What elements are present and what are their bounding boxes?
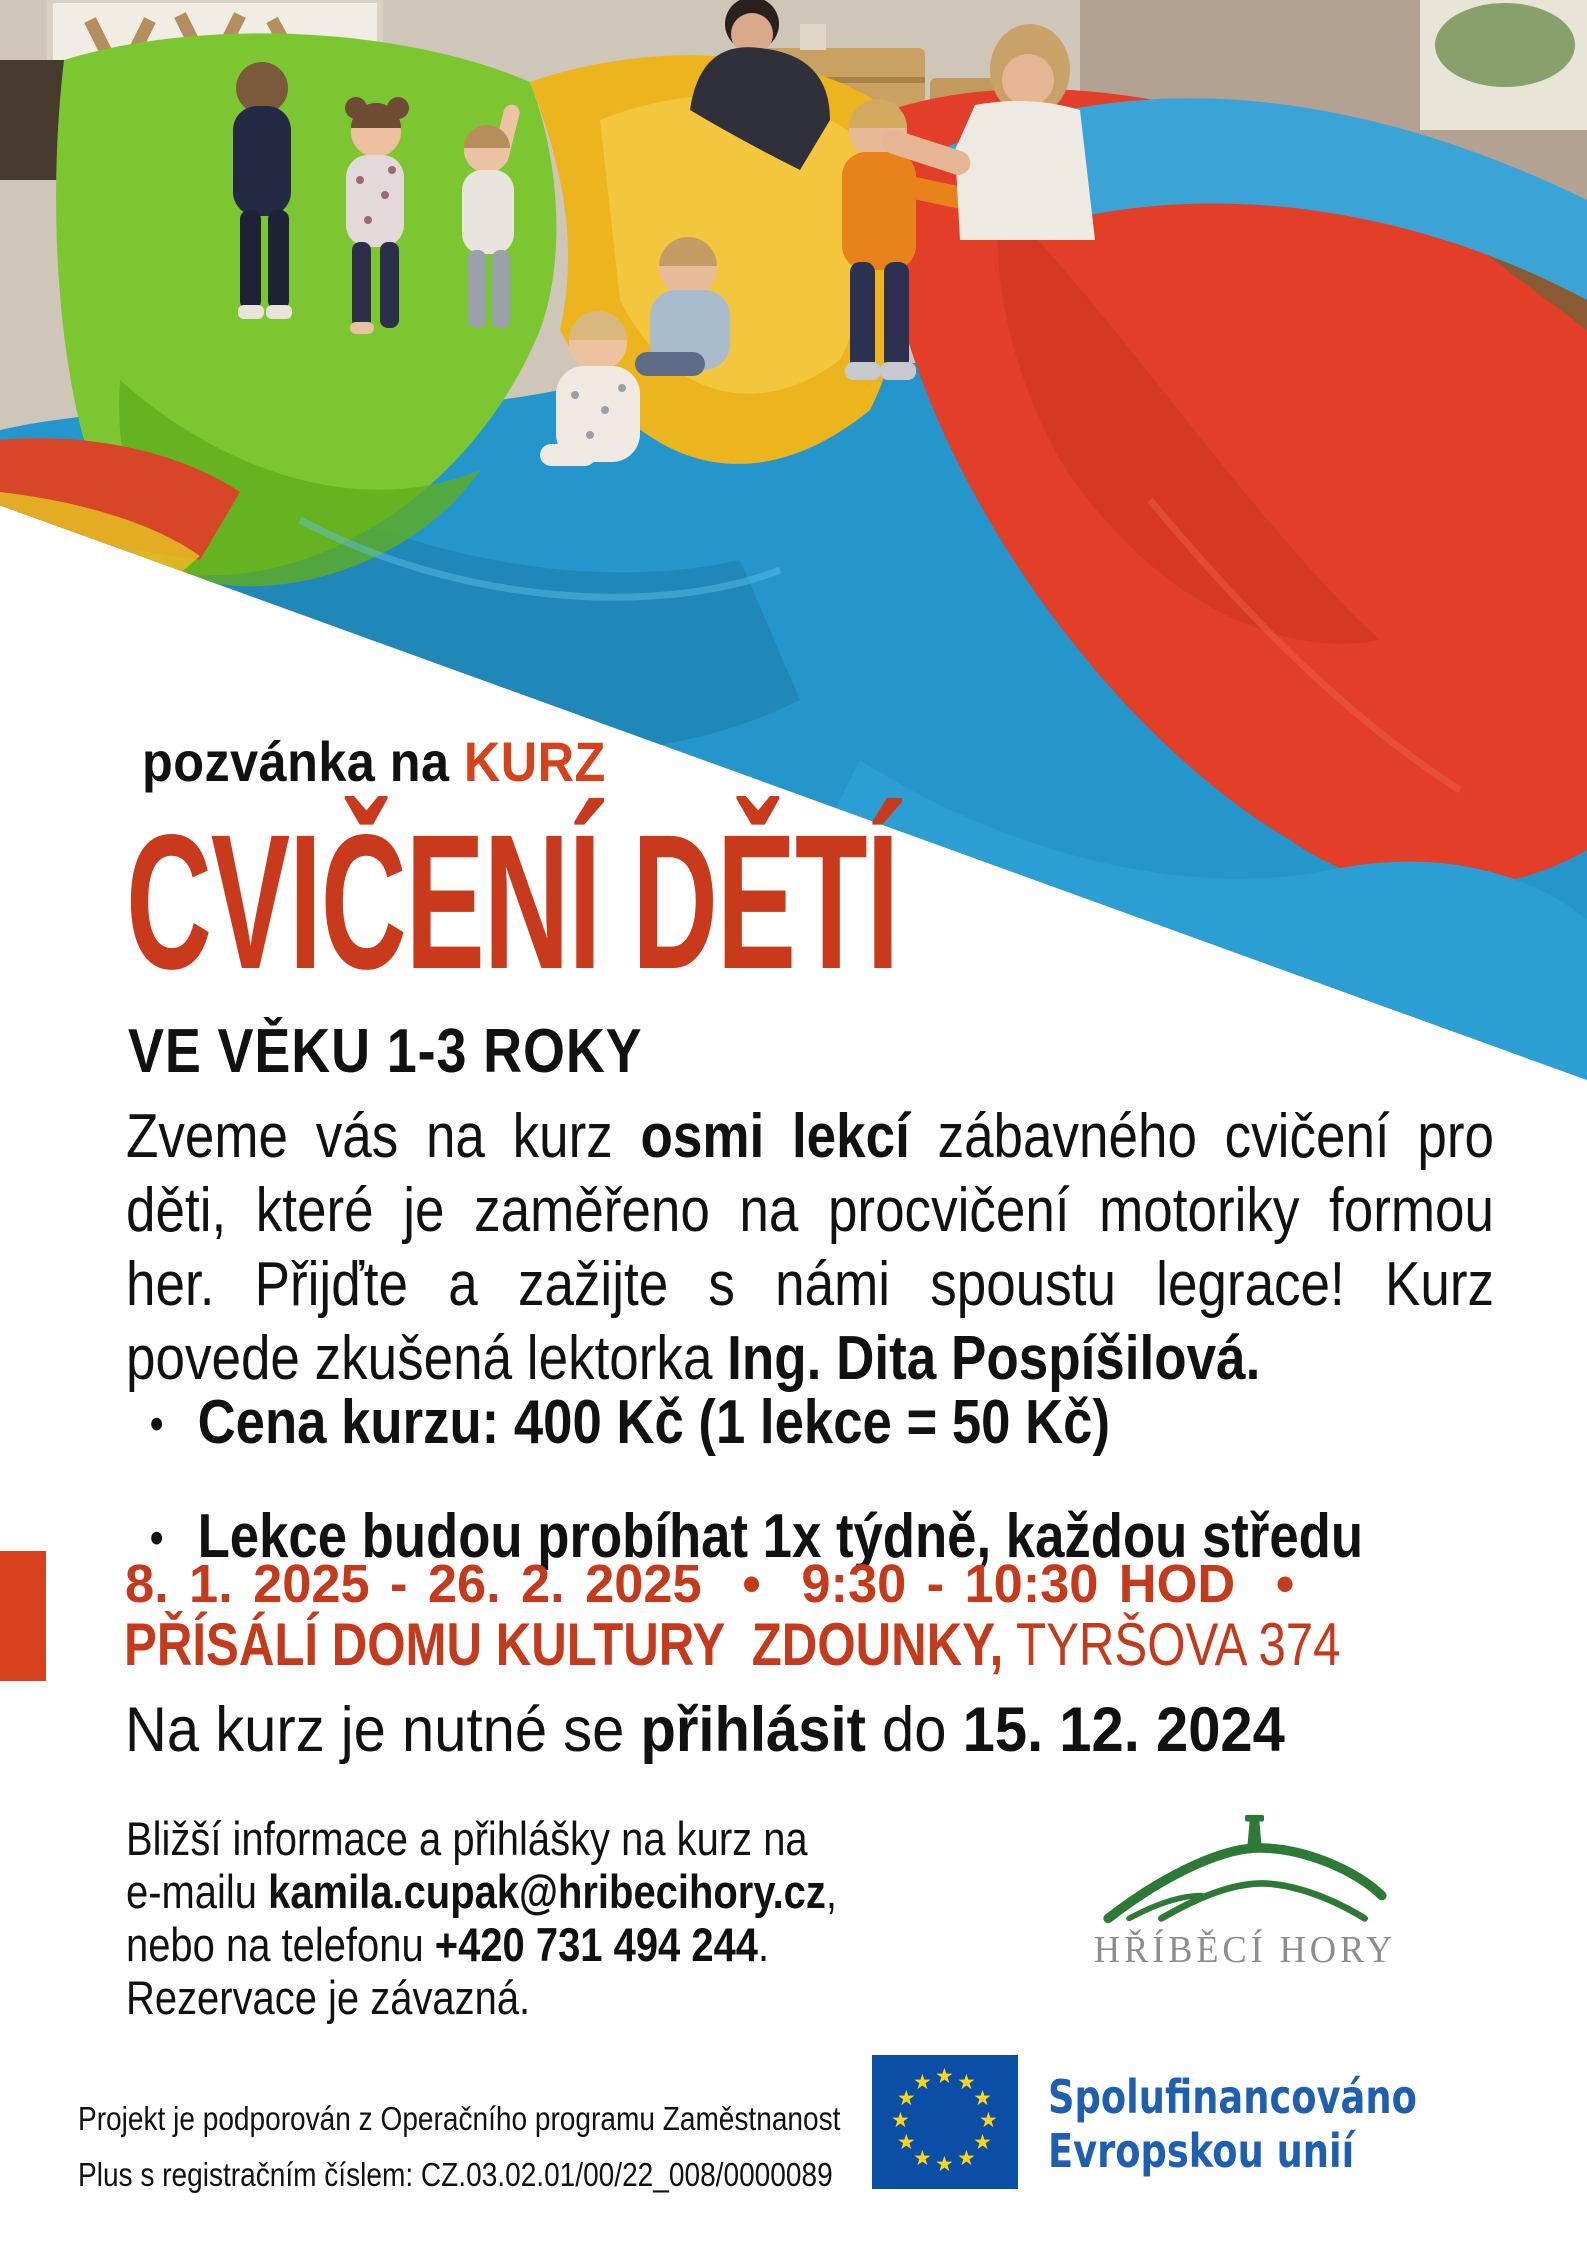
footer-line1: Projekt je podporován z Operačního programu Zaměstnanost	[78, 2100, 841, 2137]
text-line: děti, které je zaměřeno na procvičení motoriky formou	[126, 1176, 1494, 1245]
schedule-place-bold: PŘÍSÁLÍ DOMU KULTURY ZDOUNKY,	[124, 1611, 1004, 1678]
eu-star-icon: ★	[979, 2109, 998, 2132]
eu-star-icon: ★	[913, 2070, 932, 2094]
eu-star-icon: ★	[891, 2109, 910, 2132]
eu-star-icon: ★	[957, 2147, 976, 2171]
logo-text: HŘÍBĚCÍ HORY	[1093, 1929, 1397, 1971]
text-line: nebo na telefonu +420 731 494 244.	[126, 1918, 770, 1971]
text-line: Bližší informace a přihlášky na kurz na	[126, 1812, 808, 1865]
eu-star-icon: ★	[935, 2153, 954, 2176]
schedule-place-street: TYRŠOVA 374	[1003, 1611, 1341, 1678]
eu-flag	[872, 2055, 1018, 2189]
subtitle: VE VĚKU 1-3 ROKY	[128, 1017, 643, 1086]
text-line: povede zkušená lektorka Ing. Dita Pospíšilová.	[126, 1324, 1261, 1393]
eu-caption-line1: Spolufinancováno	[1048, 2070, 1417, 2124]
text-line: Rezervace je závazná.	[126, 1971, 531, 2024]
eu-star-icon: ★	[896, 2087, 916, 2110]
schedule-dates: 8. 1. 2025 - 26. 2. 2025 • 9:30 - 10:30 HOD •	[125, 1554, 1295, 1614]
page-title: CVIČENÍ DĚTÍ	[126, 794, 899, 1009]
eu-star-icon: ★	[957, 2070, 976, 2094]
text-line: e-mailu kamila.cupak@hribecihory.cz,	[126, 1865, 837, 1918]
eu-star-icon: ★	[935, 2065, 954, 2088]
accent-bar	[0, 1551, 46, 1681]
bullet-item: • Lekce budou probíhat 1x týdně, každou středu	[150, 1504, 1363, 1572]
hills-tower-icon	[1095, 1812, 1395, 1926]
eu-star-icon: ★	[973, 2087, 992, 2110]
hribeci-hory-logo	[1065, 1812, 1425, 1972]
footer-line2: Plus s registračním číslem: CZ.03.02.01/00/22_008/0000089	[78, 2156, 833, 2193]
eu-star-icon: ★	[913, 2147, 932, 2171]
text-line: Zveme vás na kurz osmi lekcí zábavného cvičení pro	[126, 1102, 1494, 1171]
bullet-item: • Cena kurzu: 400 Kč (1 lekce = 50 Kč)	[150, 1390, 1363, 1458]
eu-star-icon: ★	[973, 2131, 992, 2154]
contact-info	[126, 1812, 837, 2024]
intro-paragraph	[126, 1100, 1494, 1396]
pretitle	[142, 729, 606, 794]
eu-star-icon: ★	[896, 2131, 916, 2154]
signup-deadline: Na kurz je nutné se přihlásit do 15. 12. 2024	[125, 1695, 1285, 1765]
eu-caption	[1048, 2070, 1417, 2178]
eu-caption-line2: Evropskou unií	[1048, 2124, 1355, 2178]
pretitle-black: pozvánka na	[142, 730, 464, 793]
text-line: her. Přijďte a zažijte s námi spoustu legrace! Kurz	[126, 1250, 1494, 1319]
pretitle-red: KURZ	[463, 730, 606, 793]
footer-note	[78, 2091, 840, 2203]
schedule-place	[124, 1610, 1341, 1679]
